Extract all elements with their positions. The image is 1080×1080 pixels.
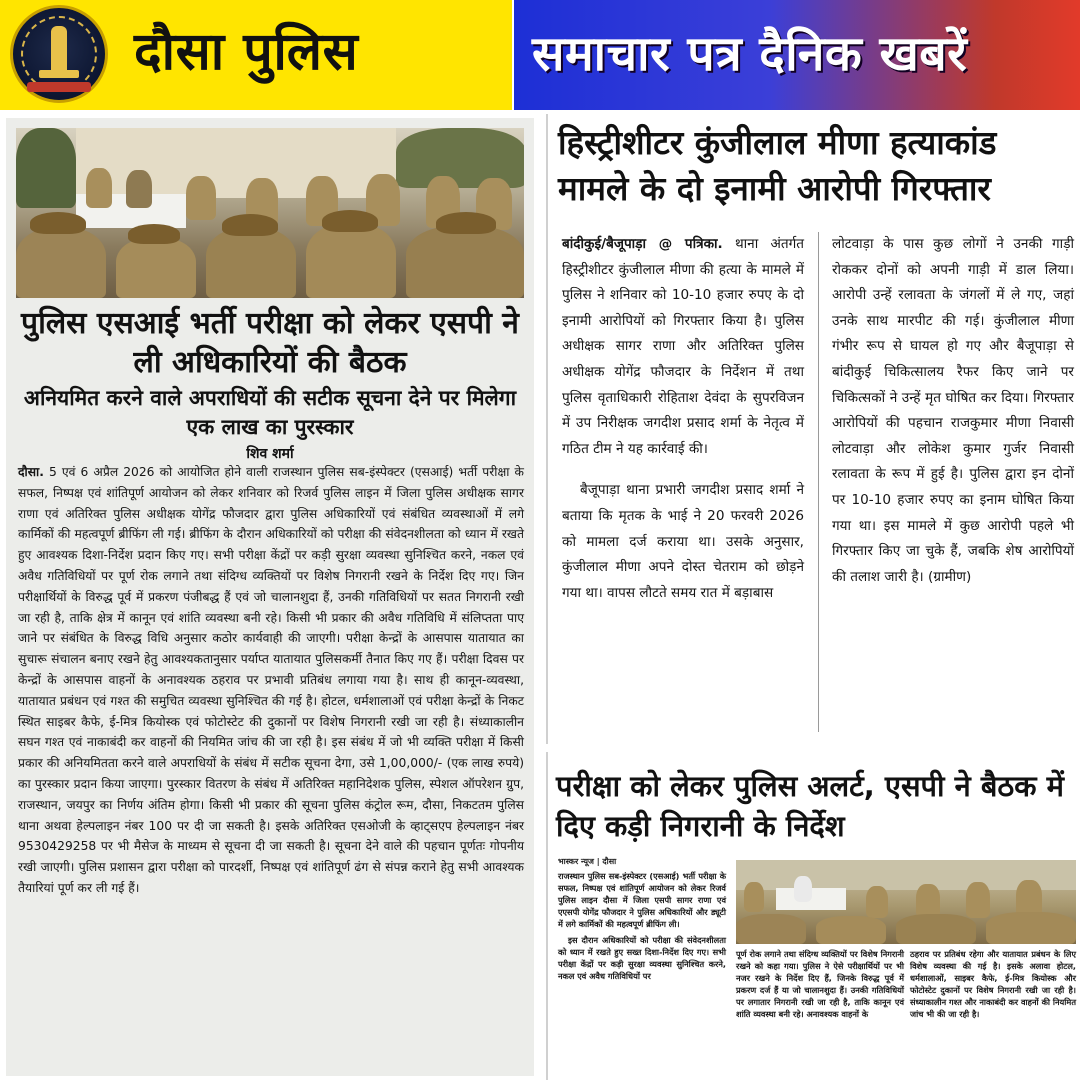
photo-officer <box>966 882 990 918</box>
left-article-byline: शिव शर्मा <box>246 446 294 462</box>
photo-officer <box>116 238 196 298</box>
police-emblem-logo <box>10 5 108 103</box>
left-article-dateline: दौसा. <box>18 465 44 479</box>
masthead-left-panel <box>0 0 512 110</box>
column-divider <box>818 232 819 732</box>
left-news-clipping <box>6 118 534 1076</box>
right-news-clipping <box>546 114 1080 744</box>
photo-officer <box>306 224 396 298</box>
bottom-article-column-3: ठहराव पर प्रतिबंध रहेगा और यातायात प्रबंधन के लिए विशेष व्यवस्था की गई है। इसके अलावा होटल, धर्मशालाओं, साइबर कैफे, ई-मित्र कियोस्क और फोटोस्टेट दुकानों पर विशेष निगरानी रखी जा रही है। संध्याकालीन गश्त और नाकाबंदी कर वाहनों की नियमित जांच भी की जा रही है। <box>910 949 1076 1019</box>
photo-tree <box>16 128 76 208</box>
photo-officer <box>986 912 1076 944</box>
masthead-title-right: समाचार पत्र दैनिक खबरें <box>532 26 968 82</box>
left-article-text: 5 एवं 6 अप्रैल 2026 को आयोजित होने वाली राजस्थान पुलिस सब-इंस्पेक्टर (एसआई) भर्ती परीक्षा के सफल, निष्पक्ष एवं शांतिपूर्ण आयोजन को लेकर शनिवार को रिजर्व पुलिस लाइन में जिला पुलिस अधीक्षक सागर राणा एवं अतिरिक्त पुलिस अधीक्षक योगेंद्र फौजदार द्वारा पुलिस अधिकारियों एवं संबंधित व्यवस्थाओं में लगे कार्मिकों की महत्वपूर्ण ब्रीफिंग ली गई। ब्रीफिंग के दौरान अधिकारियों को परीक्षा की संवेदनशीलता को ध्यान में रखते हुए आवश्यक दिशा-निर्देश प्रदान किए गए। सभी परीक्षा केंद्रों पर कड़ी सुरक्षा व्यवस्था सुनिश्चित करने, नकल एवं अवैध गतिविधियों पर पूर्ण रोक लगाने तथा संदिग्ध व्यक्तियों पर विशेष निगरानी रखने के निर्देश दिए गए। जिन परीक्षार्थियों के विरुद्ध पूर्व में प्रकरण पंजीबद्ध हैं एवं जो चालानशुदा हैं, उनकी गतिविधियों पर सतत निगरानी रखी जा रही है, ताकि क्षेत्र में कानून एवं शांति व्यवस्था बनी रहे। किसी भी प्रकार की अवैध गतिविधि में संलिप्तता पाए जाने पर संबंधित के विरुद्ध विधि अनुसार कठोर कार्यवाही की जाएगी। परीक्षा केन्द्रों के आसपास यातायात का सुचारू संचालन बनाए रखने हेतु आवश्यकतानुसार पर्याप्त यातायात पुलिसकर्मी तैनात किए गए हैं। परीक्षा दिवस पर केन्द्रों के आसपास वाहनों के अनावश्यक ठहराव पर प्रभावी प्रतिबंध लगाया गया है। साथ ही कानून-व्यवस्था, यातायात प्रबंधन एवं गश्त की समुचित व्यवस्था सुनिश्चित की गई है। होटल, धर्मशालाओं एवं परीक्षा केन्द्रों के निकट स्थित साइबर कैफे, ई-मित्र कियोस्क एवं फोटोस्टेट की दुकानों पर विशेष निगरानी रखी जा रही है। संध्याकालीन सघन गश्त एवं नाकाबंदी कर वाहनों की नियमित जांच की जा रही है। इस संबंध में जो भी व्यक्ति परीक्षा में किसी प्रकार की अनियमितता करने वाले अपराधियों के संबंध में सटीक सूचना देगा, उसे 1,00,000/- (एक लाख रुपये) का पुरस्कार प्रदान किया जाएगा। पुरस्कार वितरण के संबंध में अतिरिक्त महानिदेशक पुलिस, स्पेशल ऑपरेशन ग्रुप, राजस्थान, जयपुर का निर्णय अंतिम होगा। किसी भी प्रकार की सूचना पुलिस कंट्रोल रूम, दौसा, निकटतम पुलिस थाना अथवा हेल्पलाइन नंबर 100 पर दी जा सकती है। इसके अतिरिक्त एसओजी के व्हाट्सएप हेल्पलाइन नंबर 9530429258 पर भी मैसेज के माध्यम से सूचना दी जा सकती है। सूचना देने वाले की पहचान पूर्णतः गोपनीय रखी जाएगी। पुलिस प्रशासन द्वारा परीक्षा को पारदर्शी, निष्पक्ष एवं शांतिपूर्ण ढंग से संपन्न कराने हेतु सभी आवश्यक तैयारियां पूर्ण कर ली गई हैं। <box>18 465 524 895</box>
bottom-article-para-1: राजस्थान पुलिस सब-इंस्पेक्टर (एसआई) भर्ती परीक्षा के सफल, निष्पक्ष एवं शांतिपूर्ण आयोजन को लेकर रिजर्व पुलिस लाइन दौसा में जिला एसपी सागर राणा एवं एएसपी योगेंद्र फौजदार ने पुलिस अधिकारियों और ड्यूटी में लगे कार्मिकों की महत्वपूर्ण ब्रीफिंग ली। <box>558 871 726 929</box>
photo-cap <box>222 214 278 236</box>
photo-officer <box>736 914 806 944</box>
logo-ribbon <box>27 82 91 92</box>
photo-officer <box>866 886 888 918</box>
right-article-para-1: थाना अंतर्गत हिस्ट्रीशीटर कुंजीलाल मीणा की हत्या के मामले में पुलिस ने शनिवार को 10-10 हजार रुपए के दो इनामी आरोपियों को गिरफ्तार किया है। पुलिस अधीक्षक सागर राणा और अतिरिक्त पुलिस अधीक्षक योगेंद्र फौजदार के निर्देशन में तथा पुलिस वृताधिकारी रोहिताश देवंदा के सुपरविजन में उप निरीक्षक जगदीश प्रसाद शर्मा के नेतृत्व में गठित टीम ने यह कार्रवाई की। <box>562 236 805 457</box>
photo-building-wall <box>76 128 396 198</box>
bottom-article-para-2: इस दौरान अधिकारियों को परीक्षा की संवेदनशीलता को ध्यान में रखते हुए सख्त दिशा-निर्देश दिए गए। सभी परीक्षा केंद्रों पर कड़ी सुरक्षा व्यवस्था सुनिश्चित करने, नकल एवं अवैध गतिविधियों पर <box>558 935 726 981</box>
logo-baton-icon <box>51 26 67 72</box>
right-article-para-2: बैजूपाड़ा थाना प्रभारी जगदीश प्रसाद शर्मा ने बताया कि मृतक के भाई ने 20 फरवरी 2026 को मामला दर्ज कराया था। उसके अनुसार, कुंजीलाल मीणा अपने दोस्त चेतराम को छोड़ने गया था। वापस लौटते समय रात में बड़ाबास <box>562 482 804 601</box>
right-article-columns <box>562 232 1074 742</box>
bottom-article-headline: परीक्षा को लेकर पुलिस अलर्ट, एसपी ने बैठक में दिए कड़ी निगरानी के निर्देश <box>556 769 1064 843</box>
meeting-photo <box>16 128 524 298</box>
bottom-article-column-1 <box>558 870 726 982</box>
right-article-para-3: लोटवाड़ा के पास कुछ लोगों ने उनकी गाड़ी रोककर दोनों को अपनी गाड़ी में डाल लिया। आरोपी उन्हें रलावता के जंगलों में ले गए, जहां उनके साथ मारपीट की गई। कुंजीलाल मीणा गंभीर रूप से घायल हो गए और बैजूपाड़ा से बांदीकुई चिकित्सालय रैफर किए जाने पर चिकित्सकों ने उन्हें मृत घोषित कर दिया। गिरफ्तार आरोपियों की पहचान राजकुमार मीणा निवासी लोटवाड़ा और लोकेश कुमार गुर्जर निवासी रलावता के रूप में हुई है। पुलिस द्वारा इन दोनों पर 10-10 हजार रुपए का इनाम घोषित किया गया था। इस मामले में कुछ आरोपी पहले भी गिरफ्तार किए जा चुके हैं, जबकि शेष आरोपियों की तलाश जारी है। (ग्रामीण) <box>832 236 1074 585</box>
photo-officer <box>16 228 106 298</box>
masthead <box>0 0 1080 110</box>
photo-officer <box>186 176 216 220</box>
photo-officer <box>794 876 812 902</box>
photo-cap <box>30 212 86 234</box>
photo-officer <box>86 168 112 208</box>
left-article-headline: पुलिस एसआई भर्ती परीक्षा को लेकर एसपी ने ली अधिकारियों की बैठक <box>21 306 519 380</box>
right-article-column-1 <box>562 232 804 606</box>
photo-officer <box>206 228 296 298</box>
bottom-article-source: भास्कर न्यूज | दौसा <box>558 857 617 866</box>
right-article-dateline: बांदीकुई/बैजूपाड़ा @ पत्रिका. <box>562 236 723 252</box>
bottom-meeting-photo <box>736 860 1076 944</box>
photo-officer <box>896 914 976 944</box>
photo-tree <box>396 128 524 188</box>
logo-base <box>39 70 79 78</box>
photo-cap <box>436 212 496 234</box>
photo-cap <box>128 224 180 244</box>
photo-officer <box>916 884 940 918</box>
right-article-column-2 <box>832 232 1074 590</box>
masthead-title-left: दौसा पुलिस <box>134 22 359 82</box>
photo-officer <box>816 916 886 944</box>
photo-cap <box>322 210 378 232</box>
bottom-news-clipping <box>546 752 1080 1080</box>
masthead-right-panel <box>514 0 1080 110</box>
photo-officer <box>406 226 524 298</box>
photo-officer <box>126 170 152 208</box>
right-article-headline: हिस्ट्रीशीटर कुंजीलाल मीणा हत्याकांड मामले के दो इनामी आरोपी गिरफ्तार <box>558 123 997 208</box>
photo-officer <box>744 882 764 912</box>
bottom-article-column-2: पूर्ण रोक लगाने तथा संदिग्ध व्यक्तियों पर विशेष निगरानी रखने को कहा गया। पुलिस ने ऐसे परीक्षार्थियों पर भी नजर रखने के निर्देश दिए हैं, जिनके विरुद्ध पूर्व में प्रकरण दर्ज हैं या जो चालानशुदा हैं। उनकी गतिविधियों पर लगातार निगरानी रखी जा रही है, ताकि कानून एवं शांति व्यवस्था बनी रहे। अनावश्यक वाहनों के <box>736 949 904 1019</box>
left-article-subheadline: अनियमित करने वाले अपराधियों की सटीक सूचना देने पर मिलेगा एक लाख का पुरस्कार <box>23 386 517 439</box>
left-article-body <box>18 462 524 899</box>
